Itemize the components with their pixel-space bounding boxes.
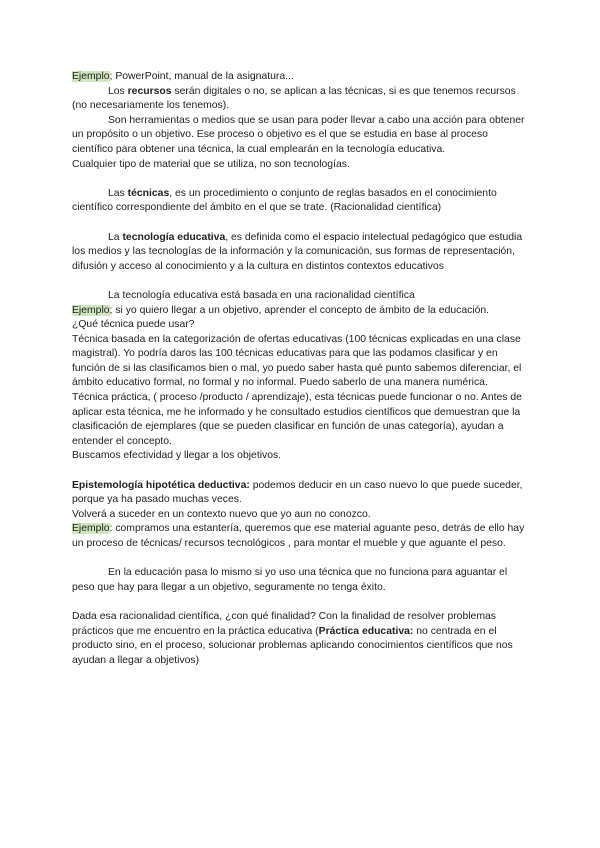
example-paragraph-2: [72, 304, 530, 319]
text-span: La: [108, 231, 123, 243]
text-span: serán digitales o no, se aplican a las técnicas, si es que tenemos recursos (no necesariamente los tenemos).: [72, 85, 516, 112]
term-tecnologia-educativa: tecnología educativa: [122, 231, 226, 243]
text-span: Las: [108, 187, 128, 199]
epistemology-paragraph: [72, 479, 530, 508]
example-paragraph-3: [72, 522, 530, 551]
material-paragraph: Cualquier tipo de material que se utiliza, no son tecnologías.: [72, 158, 350, 170]
tools-paragraph: Son herramientas o medios que se usan para poder llevar a cabo una acción para obtener un propósito o un objetivo. Ese proceso o objetivo es el que se estudia en base al proceso científico para obtener una técnica, la cual emplearán en la tecnología educativa.: [72, 114, 525, 155]
techniques-paragraph: [72, 187, 530, 216]
educational-technology-paragraph: [72, 231, 530, 275]
text-span: ; si yo quiero llegar a un objetivo, aprender el concepto de ámbito de la educación.: [109, 304, 490, 316]
practical-technique-paragraph: Técnica práctica, ( proceso /producto / aprendizaje), esta técnicas puede funcionar o no. Antes de aplicar esta técnica, me he informado y he consultado estudios científicos que demuestran que la clasificación de ejemplares (que se pueden clasificar en función de unas categoría), ayudan a entender el concepto.: [72, 392, 522, 447]
term-practica-educativa: Práctica educativa:: [318, 625, 414, 637]
example-highlight: Ejemplo: [72, 523, 110, 535]
example-paragraph-1: [72, 70, 530, 85]
example-highlight: Ejemplo: [72, 71, 110, 82]
text-span: , es un procedimiento o conjunto de reglas basados en el conocimiento científico correspondiente del ámbito en el que se trate. (Racionalidad científica): [72, 187, 497, 214]
categorization-paragraph: Técnica basada en la categorización de ofertas educativas (100 técnicas explicadas en una clase magistral). Yo podría daros las 100 técnicas educativas para que las podamos clasificar y en función de si las clasificamos bien o mal, yo puedo saber hasta qué punto sabemos diferenciar, el ámbito educativo formal, no formal y no informal. Puedo saberlo de una manera numérica.: [72, 333, 522, 389]
rationality-paragraph: La tecnología educativa está basada en una racionalidad científica: [108, 289, 415, 301]
education-analogy-paragraph: En la educación pasa lo mismo si yo uso una técnica que no funciona para aguantar el peso que hay para llegar a un objetivo, seguramente no tenga éxito.: [72, 567, 508, 593]
text-span: no centrada en el producto sino, en el proceso, solucionar problemas aplicando conocimientos científicos que nos ayudan a llegar a objetivos): [72, 625, 513, 666]
example-text: ; PowerPoint, manual de la asignatura...: [109, 71, 294, 82]
term-epistemologia: Epistemología hipotética deductiva:: [72, 479, 250, 491]
text-span: Los: [108, 85, 128, 97]
text-span: , es definida como el espacio intelectual pedagógico que estudia los medios y las tecnologías de la información y la comunicación, sus formas de representación, difusión y acceso al conocimiento y a la cultura en distintos contextos educativos: [72, 231, 523, 272]
text-span: : compramos una estantería, queremos que ese material aguante peso, detrás de ello hay un proceso de técnicas/ recursos tecnológicos , para montar el mueble y que aguante el peso.: [72, 523, 525, 549]
example-highlight: Ejemplo: [72, 304, 110, 316]
purpose-paragraph: [72, 610, 530, 668]
text-span: podemos deducir en un caso nuevo lo que puede suceder, porque ya ha pasado muchas veces.: [72, 479, 523, 506]
term-tecnicas: técnicas: [127, 187, 170, 199]
resources-paragraph: [72, 85, 530, 114]
question-paragraph: ¿Qué técnica puede usar?: [72, 319, 195, 331]
text-span: Dada esa racionalidad científica, ¿con qué finalidad? Con la finalidad de resolver problemas prácticos que me encuentro en la práctica educativa (: [72, 610, 496, 637]
term-recursos: recursos: [127, 85, 172, 97]
new-context-paragraph: Volverá a suceder en un contexto nuevo que yo aun no conozco.: [72, 508, 371, 520]
effectiveness-paragraph: Buscamos efectividad y llegar a los objetivos.: [72, 450, 282, 462]
